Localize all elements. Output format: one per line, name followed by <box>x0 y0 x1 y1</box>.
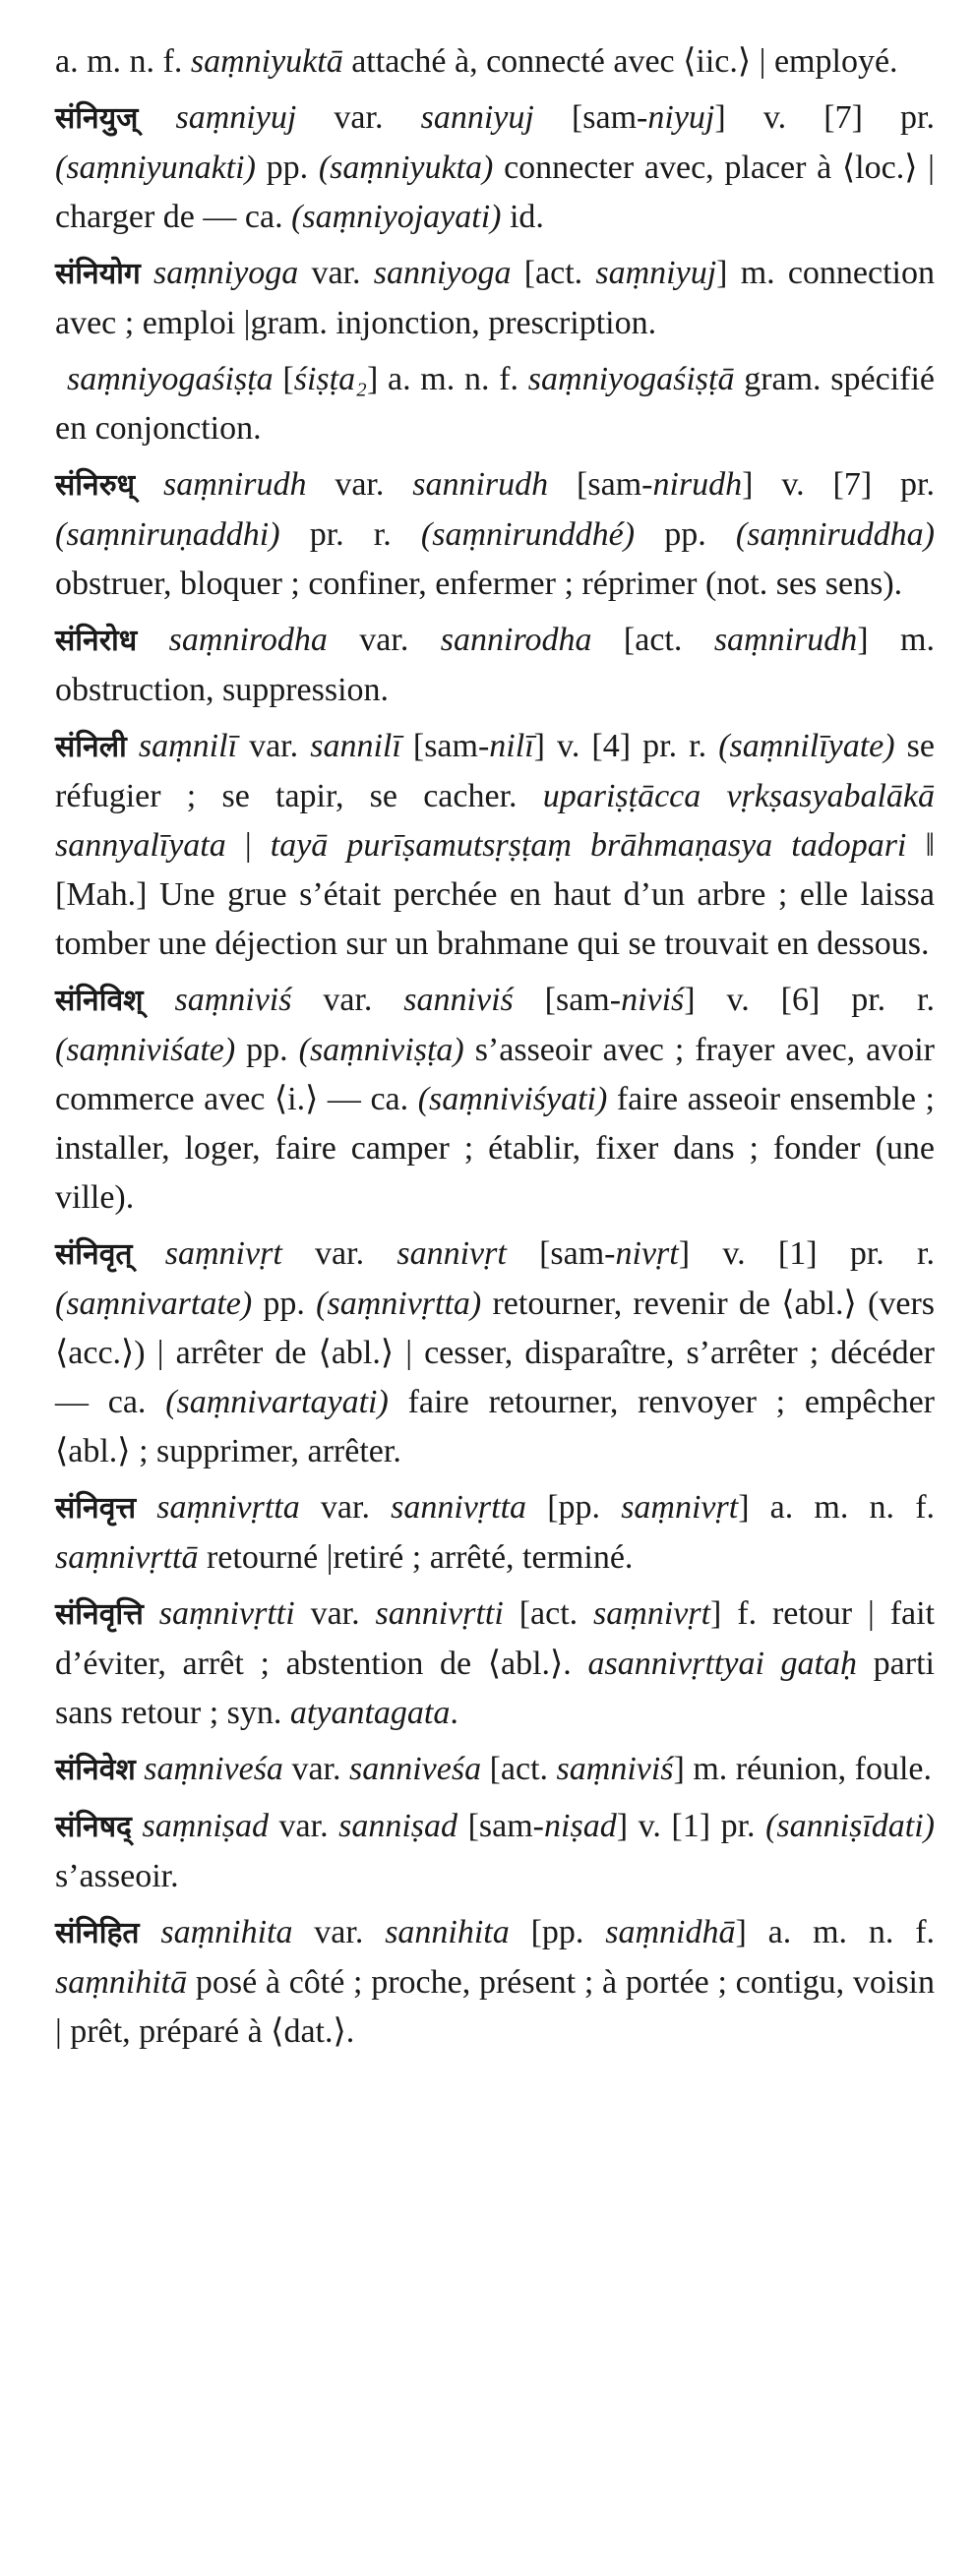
entry-text: [act. <box>481 1751 557 1787</box>
entry-italic-text: sannilī <box>310 728 401 764</box>
entry-italic-text: sannirudh <box>412 466 549 503</box>
entry-text <box>135 466 163 503</box>
entry-text: ] a. m. n. f. <box>738 1489 936 1526</box>
entry-text: var. <box>282 1751 349 1787</box>
entry-italic-text: sannihita <box>385 1914 510 1950</box>
entry-italic-text: sanniyuj <box>420 99 534 136</box>
entry-text: posé à côté ; proche, présent ; à portée ; contigu, voisin | prêt, préparé à ⟨dat.⟩. <box>55 1964 935 2050</box>
entry-text: [act. <box>591 622 714 658</box>
entry-headword: संनिली <box>55 730 127 764</box>
entry-text: ] a. m. n. f. <box>366 361 528 397</box>
entry-text: retourner, revenir de ⟨abl.⟩ (vers ⟨acc.⟩) | arrêter de ⟨abl.⟩ | cesser, disparaître, s’arrêter ; décéder — ca. <box>55 1286 935 1420</box>
entry-italic-text: (saṃniviśate) <box>55 1032 236 1068</box>
entry-text: ] v. [4] pr. r. <box>533 728 719 764</box>
entry-headword: संनिरोध <box>55 624 138 658</box>
dictionary-entry <box>55 249 935 348</box>
entry-italic-text: (saṃniviśyati) <box>417 1081 608 1117</box>
entry-text <box>136 1489 156 1526</box>
entry-text: [sam- <box>548 466 653 503</box>
entry-italic-text: niyuj <box>647 99 715 136</box>
entry-text <box>132 1235 164 1272</box>
entry-text: [sam- <box>513 982 622 1018</box>
entry-text <box>140 1914 161 1950</box>
entry-italic-text: asannivṛttyai gataḥ <box>587 1646 858 1682</box>
entry-italic-text: (saṃniruṇaddhi) <box>55 516 280 553</box>
entry-italic-text: (saṃnilīyate) <box>718 728 895 764</box>
entry-italic-text: (saṃniyukta) <box>318 150 494 186</box>
entry-italic-text: saṃnihita <box>160 1914 293 1950</box>
entry-italic-text: saṃniyogaśiṣṭa <box>67 361 274 397</box>
entry-italic-text: upariṣṭācca vṛkṣasyabalākā sannyalīyata <box>55 778 935 864</box>
entry-text: parti sans retour ; syn. <box>55 1646 935 1731</box>
entry-italic-text: saṃnihitā <box>55 1964 188 2001</box>
entry-text: s’asseoir avec ; frayer avec, avoir commerce avec ⟨i.⟩ — ca. <box>55 1032 935 1117</box>
dictionary-entry <box>55 1802 935 1901</box>
entry-italic-text: saṃnidhā <box>605 1914 736 1950</box>
entry-text: var. <box>281 1235 397 1272</box>
entry-headword: संनिवृत्त <box>55 1491 137 1526</box>
entry-italic-text: (saṃnivartayati) <box>165 1384 389 1420</box>
entry-text <box>144 1595 159 1632</box>
entry-text: var. <box>237 728 311 764</box>
dictionary-entry <box>55 460 935 609</box>
entry-text <box>132 1808 143 1844</box>
dictionary-entry <box>55 616 935 715</box>
entry-italic-text: saṃnivṛttā <box>55 1539 199 1576</box>
entry-italic-text: saṃnivṛt <box>621 1489 739 1526</box>
entry-headword: संनिवृत्ति <box>55 1597 144 1632</box>
entry-text: var. <box>294 1595 376 1632</box>
entry-italic-text: sanniviś <box>403 982 514 1018</box>
entry-italic-text: (saṃniyunakti) <box>55 150 256 186</box>
entry-italic-text: (saṃnivṛtta) <box>316 1286 482 1322</box>
dictionary-entry <box>55 1229 935 1476</box>
entry-italic-text: saṃniṣad <box>142 1808 269 1844</box>
entry-text: connecter avec, placer à ⟨loc.⟩ | charger de — ca. <box>55 150 935 235</box>
entry-italic-text: saṃniyuktā <box>190 43 343 80</box>
entry-italic-text: nilī <box>489 728 534 764</box>
entry-text: pp. <box>235 1032 299 1068</box>
entry-text: [pp. <box>526 1489 622 1526</box>
entry-headword: संनियोग <box>55 257 141 291</box>
dictionary-entry <box>55 1745 935 1795</box>
entry-headword: संनिरुध् <box>55 468 136 503</box>
entry-italic-text: (saṃniruddha) <box>735 516 935 553</box>
entry-text: ] v. [6] pr. r. <box>684 982 936 1018</box>
dictionary-entry <box>55 355 935 453</box>
entry-text: [sam- <box>400 728 490 764</box>
entry-text: ] v. [7] pr. <box>742 466 935 503</box>
entry-text: faire asseoir ensemble ; installer, loger, faire camper ; établir, fixer dans ; fonder (une ville). <box>55 1081 935 1216</box>
entry-text <box>137 622 168 658</box>
entry-headword: संनिहित <box>55 1916 140 1950</box>
entry-italic-text: (sanniṣīdati) <box>765 1808 935 1844</box>
entry-text <box>127 728 139 764</box>
entry-italic-text: saṃniviś <box>556 1751 674 1787</box>
entry-headword: संनिषद् <box>55 1810 132 1844</box>
entry-text: pp. <box>252 1286 317 1322</box>
entry-italic-text: saṃnirodha <box>168 622 328 658</box>
entry-text: var. <box>269 1808 339 1844</box>
entry-text: a. m. n. f. <box>55 43 191 80</box>
entry-italic-text: sannivṛt <box>396 1235 507 1272</box>
entry-text: var. <box>292 1914 386 1950</box>
dictionary-page <box>55 37 935 2064</box>
dictionary-entry <box>55 93 935 242</box>
entry-italic-text: niviś <box>621 982 685 1018</box>
entry-text: obstruer, bloquer ; confiner, enfermer ; réprimer (not. ses sens). <box>55 566 903 602</box>
entry-italic-text: tayā purīṣamutsṛṣṭaṃ brāhmaṇasya tadopari <box>270 827 907 864</box>
entry-text: faire retourner, renvoyer ; empêcher ⟨abl.⟩ ; supprimer, arrêter. <box>55 1384 935 1469</box>
entry-text: [sam- <box>533 99 648 136</box>
entry-text: pp. <box>255 150 319 186</box>
entry-text: gram. spécifié en conjonction. <box>55 361 936 447</box>
entry-headword: संनिवृत् <box>55 1237 133 1272</box>
entry-text: se réfugier ; se tapir, se cacher. <box>55 728 935 814</box>
entry-italic-text: saṃniyogaśiṣṭā <box>527 361 735 397</box>
entry-italic-text: saṃnivṛt <box>593 1595 711 1632</box>
entry-text: [sam- <box>457 1808 545 1844</box>
entry-italic-text: (saṃniviṣṭa) <box>298 1032 464 1068</box>
dictionary-entry <box>55 1589 935 1738</box>
entry-italic-text: sanniyoga <box>373 255 512 291</box>
entry-text: var. <box>306 466 413 503</box>
entry-text: ] f. retour | fait d’éviter, arrêt ; abstention de ⟨abl.⟩. <box>55 1595 935 1682</box>
entry-italic-text: saṃniviś <box>174 982 292 1018</box>
entry-italic-text: sannivṛtti <box>375 1595 504 1632</box>
dictionary-entry <box>55 722 935 969</box>
entry-italic-text: saṃnivṛtta <box>156 1489 300 1526</box>
entry-text: var. <box>291 982 404 1018</box>
dictionary-entry <box>55 1908 935 2057</box>
entry-italic-text: saṃnilī <box>138 728 238 764</box>
entry-text: attaché à, connecté avec ⟨iic.⟩ | employé. <box>342 43 898 80</box>
entry-text: ] m. connection avec ; emploi |gram. injonction, prescription. <box>55 255 936 341</box>
entry-text <box>141 255 153 291</box>
entry-headword: संनिवेश <box>55 1753 136 1787</box>
entry-text: [sam- <box>506 1235 616 1272</box>
dictionary-entry <box>55 976 935 1223</box>
entry-italic-text: nivṛt <box>615 1235 679 1272</box>
entry-italic-text: (saṃnivartate) <box>55 1286 253 1322</box>
entry-text: retourné |retiré ; arrêté, terminé. <box>198 1539 634 1576</box>
entry-italic-text: saṃniyuj <box>175 99 297 136</box>
entry-italic-text: saṃnivṛt <box>164 1235 282 1272</box>
entry-text: ‖ [Mah.] Une grue s’était perchée en haut d’un arbre ; elle laissa tomber une déjection sur un brahmane qui se trouvait en dessous. <box>55 827 936 962</box>
entry-italic-text: sanniveśa <box>348 1751 482 1787</box>
entry-text: var. <box>327 622 441 658</box>
entry-italic-text: nirudh <box>652 466 743 503</box>
entry-italic-text: saṃniveśa <box>144 1751 283 1787</box>
entry-italic-text: (saṃniyojayati) <box>291 199 502 235</box>
entry-text: var. <box>298 255 374 291</box>
entry-text: ] v. [1] pr. r. <box>678 1235 935 1272</box>
entry-italic-text: (saṃnirunddhé) <box>420 516 636 553</box>
entry-text: ] m. réunion, foule. <box>673 1751 933 1787</box>
dictionary-entry <box>55 1483 935 1583</box>
entry-italic-text: saṃnivṛtti <box>158 1595 295 1632</box>
entry-text: [act. <box>503 1595 594 1632</box>
entry-headword: संनिविश् <box>55 984 144 1018</box>
entry-text: [act. <box>511 255 596 291</box>
dictionary-entry <box>55 37 935 87</box>
entry-text: [pp. <box>509 1914 606 1950</box>
entry-italic-text: sannirodha <box>440 622 592 658</box>
entry-italic-text: saṃnirudh <box>713 622 858 658</box>
entry-italic-text: sanniṣad <box>338 1808 458 1844</box>
entry-text: ] v. [1] pr. <box>616 1808 766 1844</box>
entry-text: ] v. [7] pr. <box>714 99 935 136</box>
entry-headword: संनियुज् <box>55 101 139 136</box>
entry-text: . <box>450 1695 458 1731</box>
entry-text <box>144 982 175 1018</box>
entry-text: var. <box>296 99 421 136</box>
entry-text: [ <box>273 361 294 397</box>
entry-text: pr. r. <box>279 516 421 553</box>
entry-text: var. <box>299 1489 392 1526</box>
entry-text <box>138 99 175 136</box>
entry-italic-text: sannivṛtta <box>391 1489 527 1526</box>
entry-italic-text: saṃnirudh <box>162 466 307 503</box>
entry-italic-text: niṣad <box>544 1808 617 1844</box>
entry-text: ] a. m. n. f. <box>735 1914 936 1950</box>
entry-italic-text: saṃniyoga <box>152 255 299 291</box>
entry-italic-text: saṃniyuj <box>595 255 717 291</box>
entry-text <box>136 1751 145 1787</box>
entry-italic-text: śiṣṭa₂ <box>293 361 367 397</box>
entry-text: | <box>225 827 271 864</box>
entry-text: ] m. obstruction, suppression. <box>55 622 935 708</box>
entry-text: s’asseoir. <box>55 1858 179 1894</box>
entry-text: id. <box>501 199 544 235</box>
entry-text: pp. <box>635 516 736 553</box>
entry-italic-text: atyantagata <box>289 1695 451 1731</box>
